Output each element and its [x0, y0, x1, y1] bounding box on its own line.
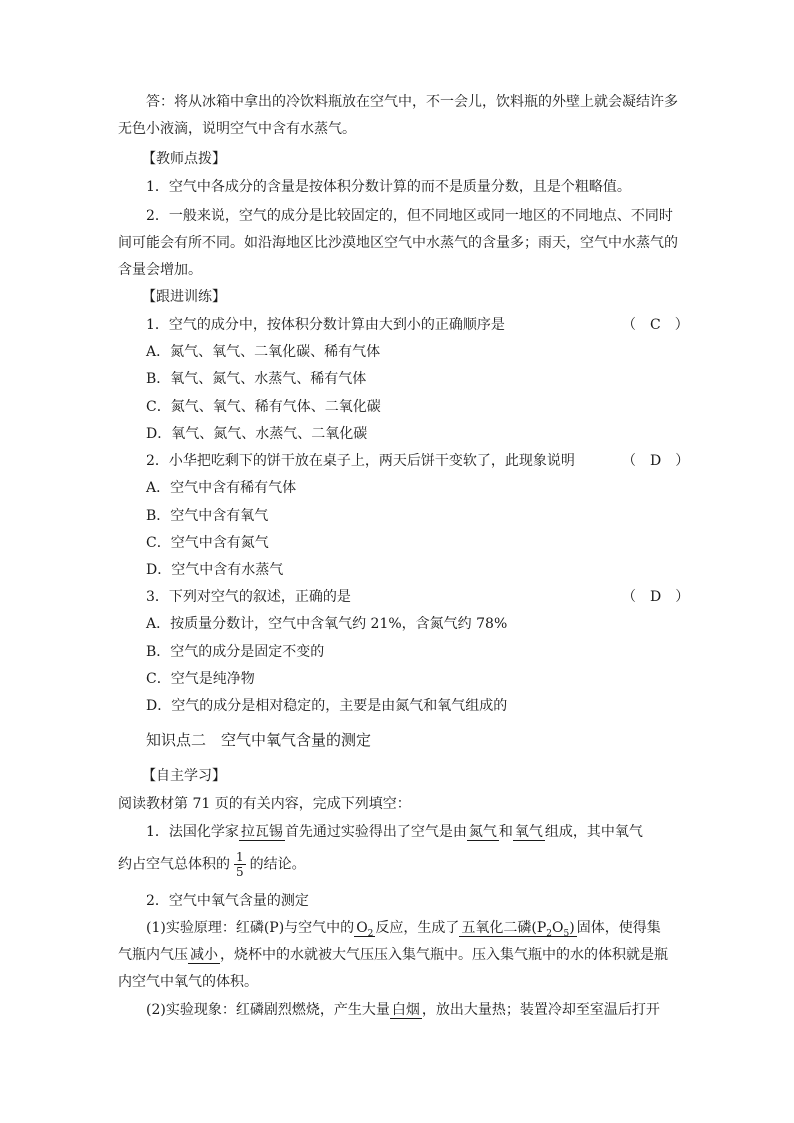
question-2-option-b: B．空气中含有氧气 — [146, 508, 269, 524]
question-1-answer: （ C ） — [622, 317, 689, 333]
teacher-tips-heading: 【教师点拨】 — [142, 151, 226, 167]
blank-white-smoke: 白烟 — [391, 1002, 420, 1018]
question-3-option-b: B．空气的成分是固定不变的 — [146, 644, 325, 660]
tip-2-line-1: 2．一般来说，空气的成分是比较固定的，但不同地区或同一地区的不同地点、不同时 — [146, 208, 673, 224]
fill-item-1-line-2: 约占空气总体积的 $\frac{1}{5}$ 的结论。 — [118, 850, 306, 879]
answer-line-1: 答：将从冰箱中拿出的冷饮料瓶放在空气中，不一会儿，饮料瓶的外壁上就会凝结许多 — [146, 94, 678, 110]
question-3-answer: （ D ） — [622, 589, 690, 605]
question-2-option-c: C．空气中含有氮气 — [146, 535, 269, 551]
item-2-heading: 2．空气中氧气含量的测定 — [146, 893, 309, 909]
principle-line-3: 内空气中氧气的体积。 — [118, 974, 258, 990]
blank-p2o5: 五氧化二磷$(P_2O_5)$ — [461, 920, 575, 939]
answer-line-2: 无色小液滴，说明空气中含有水蒸气。 — [118, 121, 356, 137]
tip-2-line-2: 间可能会有所不同。如沿海地区比沙漠地区空气中水蒸气的含量多；雨天，空气中水蒸气的 — [118, 235, 678, 251]
question-1-option-b: B．氧气、氮气、水蒸气、稀有气体 — [146, 371, 367, 387]
fraction-one-fifth: $\frac{1}{5}$ — [236, 850, 244, 879]
question-1-option-a: A．氮气、氧气、二氧化碳、稀有气体 — [146, 344, 381, 360]
question-2-answer: （ D ） — [622, 453, 690, 469]
question-3-option-d: D．空气的成分是相对稳定的，主要是由氮气和氧气组成的 — [146, 698, 508, 714]
blank-decrease: 减小 — [190, 947, 218, 963]
question-2-option-a: A．空气中含有稀有气体 — [146, 480, 297, 496]
tip-1: 1．空气中各成分的含量是按体积分数计算的而不是质量分数，且是个粗略值。 — [146, 179, 631, 195]
phenomenon-line-1: (2)实验现象：红磷剧烈燃烧，产生大量 白烟 ，放出大量热；装置冷却至室温后打开 — [146, 1002, 660, 1018]
question-2-stem: 2．小华把吃剩下的饼干放在桌子上，两天后饼干变软了，此现象说明 — [146, 453, 575, 469]
blank-o2: $O_2$ — [356, 920, 374, 939]
question-3-stem: 3．下列对空气的叙述，正确的是 — [146, 589, 351, 605]
blank-lavoisier: 拉瓦锡 — [240, 824, 283, 840]
self-study-heading: 【自主学习】 — [142, 768, 226, 784]
question-1-stem: 1．空气的成分中，按体积分数计算由大到小的正确顺序是 — [146, 317, 505, 333]
reading-instruction: 阅读教材第 71 页的有关内容，完成下列填空： — [118, 796, 411, 812]
blank-nitrogen: 氮气 — [468, 824, 497, 840]
question-3-option-c: C．空气是纯净物 — [146, 671, 255, 687]
practice-heading: 【跟进训练】 — [142, 289, 226, 305]
principle-line-2: 气瓶内气压 减小 ，烧杯中的水就被大气压压入集气瓶中。压入集气瓶中的水的体积就是瓶 — [118, 947, 668, 963]
section-2-title: 知识点二 空气中氧气含量的测定 — [146, 731, 372, 749]
question-1-option-c: C．氮气、氧气、稀有气体、二氧化碳 — [146, 399, 381, 415]
question-3-option-a: A．按质量分数计，空气中含氧气约 21%，含氮气约 78% — [146, 616, 508, 632]
tip-2-line-3: 含量会增加。 — [118, 262, 202, 278]
principle-line-1: (1)实验原理：红磷(P)与空气中的 $O_2$ 反应，生成了 五氧化二磷$(P_2O_5)$ 固体，使得集 — [146, 920, 661, 939]
fill-item-1-line-1: 1．法国化学家 拉瓦锡 首先通过实验得出了空气是由 氮气 和 氧气 组成，其中氧气 — [146, 824, 643, 840]
blank-oxygen: 氧气 — [514, 824, 543, 840]
question-1-option-d: D．氧气、氮气、水蒸气、二氧化碳 — [146, 426, 368, 442]
question-2-option-d: D．空气中含有水蒸气 — [146, 562, 284, 578]
